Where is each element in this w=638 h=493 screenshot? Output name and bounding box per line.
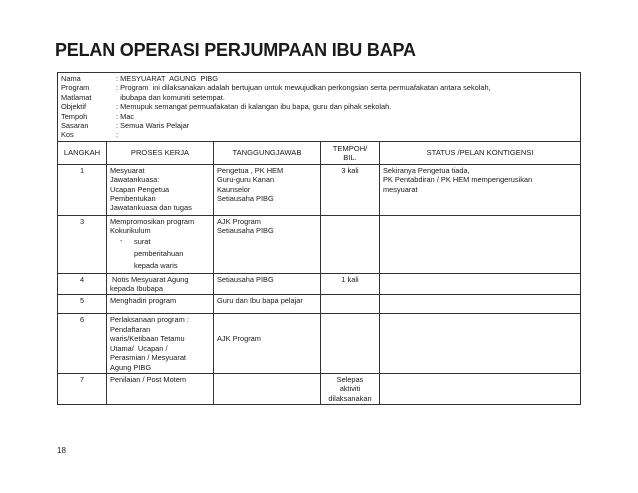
info-row-tempoh	[61, 112, 577, 121]
info-label: Kos	[61, 130, 74, 140]
tanggungjawab-line: AJK Program	[217, 216, 261, 226]
sub-item-line: pemberitahuan	[134, 248, 184, 258]
table-header-row	[58, 141, 581, 164]
proses-line: Agung PIBG	[110, 362, 152, 372]
cell-status	[380, 215, 581, 273]
table-row	[58, 215, 581, 273]
tempoh-line: 1 kali	[341, 274, 359, 284]
info-value-line: ibubapa dan komuniti setempat.	[116, 92, 225, 102]
proses-line: Kokurikulum	[110, 226, 151, 236]
proses-line: Perlaksanaan program :	[110, 315, 189, 325]
cell-proses-kerja	[107, 273, 214, 295]
cell-tempoh	[321, 295, 380, 314]
proses-line: Penilaian / Post Motem	[110, 374, 186, 384]
tanggungjawab-line: Pengetua , PK HEM	[217, 165, 284, 175]
tanggungjawab-line: AJK Program	[217, 334, 261, 344]
info-value-line: :	[116, 130, 119, 140]
info-value-line: : Program ini dilaksanakan adalah bertujuan untuk mewujudkan perkongsian serta permuafakatan antara sekolah,	[116, 83, 491, 93]
info-value	[114, 130, 577, 139]
info-value	[114, 121, 577, 130]
status-line: Sekiranya Pengetua tiada,	[383, 165, 470, 175]
header-langkah: LANGKAH	[58, 141, 107, 164]
table-row	[58, 314, 581, 373]
program-info-grid	[61, 74, 577, 140]
header-tempoh-line1: TEMPOH/	[332, 143, 368, 153]
cell-langkah: 4	[58, 273, 107, 295]
info-value	[114, 102, 577, 111]
info-label: Nama	[61, 74, 81, 83]
table-row	[58, 273, 581, 295]
cell-status	[380, 295, 581, 314]
proses-line: waris/Ketibaan Tetamu	[110, 334, 185, 344]
tempoh-line: Selepas	[336, 374, 364, 384]
proses-line: Utama/ Ucapan /	[110, 343, 168, 353]
cell-tempoh	[321, 164, 380, 215]
cell-proses-kerja	[107, 164, 214, 215]
cell-tanggungjawab	[214, 215, 321, 273]
status-line: mesyuarat	[383, 184, 418, 194]
proses-line: Mempromosikan program	[110, 216, 195, 226]
header-tempoh-line2: BIL.	[343, 152, 357, 162]
proses-line: Jawatankuasa dan tugas	[110, 203, 192, 213]
table-row	[58, 164, 581, 215]
tanggungjawab-line: Setiausaha PIBG	[217, 226, 274, 236]
cell-tanggungjawab	[214, 164, 321, 215]
cell-langkah: 7	[58, 373, 107, 404]
info-value-line: : Semua Waris Pelajar	[116, 121, 190, 131]
info-value-line: : Mac	[116, 111, 135, 121]
cell-tempoh	[321, 373, 380, 404]
proses-line: Menghadiri program	[110, 296, 177, 306]
info-row	[58, 73, 581, 142]
tanggungjawab-line	[217, 325, 317, 334]
operation-plan-table	[57, 72, 581, 405]
cell-tempoh	[321, 273, 380, 295]
proses-line: Mesyuarat	[110, 165, 145, 175]
header-status: STATUS /PELAN KONTIGENSI	[380, 141, 581, 164]
proses-sub-list	[110, 236, 210, 272]
tanggungjawab-line: Setiausaha PIBG	[217, 274, 274, 284]
header-proses-kerja: PROSES KERJA	[107, 141, 214, 164]
program-info	[58, 73, 581, 142]
document-title: PELAN OPERASI PERJUMPAAN IBU BAPA	[55, 40, 416, 60]
info-row-kos	[61, 130, 577, 139]
info-value	[114, 93, 577, 102]
info-value	[114, 83, 577, 92]
info-row-nama	[61, 74, 577, 83]
tempoh-line: aktiviti	[339, 384, 361, 394]
sub-item-line: surat	[134, 236, 151, 246]
cell-proses-kerja	[107, 373, 214, 404]
header-tanggungjawab: TANGGUNGJAWAB	[214, 141, 321, 164]
info-row-program	[61, 83, 577, 92]
table-row	[58, 373, 581, 404]
tanggungjawab-line: Kaunselor	[217, 184, 251, 194]
cell-langkah: 6	[58, 314, 107, 373]
info-label: Tempoh	[61, 111, 88, 121]
cell-tanggungjawab	[214, 295, 321, 314]
proses-line: Jawatankuasa:	[110, 175, 160, 185]
info-value-line: : Memupuk semangat permuafakatan di kalangan ibu bapa, guru dan pihak sekolah.	[116, 102, 392, 112]
info-label: Program	[61, 83, 90, 93]
cell-tanggungjawab	[214, 314, 321, 373]
cell-proses-kerja	[107, 215, 214, 273]
table-row	[58, 295, 581, 314]
header-tempoh	[321, 141, 380, 164]
tempoh-line: 3 kali	[341, 165, 359, 175]
cell-status	[380, 164, 581, 215]
cell-status	[380, 373, 581, 404]
info-row-matlamat	[61, 93, 577, 102]
tempoh-line: dilaksanakan	[328, 393, 372, 403]
cell-status	[380, 314, 581, 373]
cell-tanggungjawab	[214, 273, 321, 295]
info-label: Objektif	[61, 102, 87, 112]
info-row-objektif	[61, 102, 577, 111]
sub-item-dash: -	[120, 235, 123, 245]
info-value-line: : MESYUARAT AGUNG PIBG	[116, 74, 218, 83]
cell-proses-kerja	[107, 295, 214, 314]
proses-line: Perasmian / Mesyuarat	[110, 353, 186, 363]
page-number: 18	[57, 446, 66, 455]
cell-proses-kerja	[107, 314, 214, 373]
proses-line: Notis Mesyuarat Agung	[110, 274, 189, 284]
tanggungjawab-line: Guru-guru Kanan	[217, 175, 275, 185]
cell-tanggungjawab	[214, 373, 321, 404]
proses-line: Pendaftaran	[110, 324, 151, 334]
proses-sub-item	[120, 236, 210, 272]
proses-line: kepada Ibubapa	[110, 284, 164, 294]
info-value	[114, 74, 577, 83]
tanggungjawab-line	[217, 315, 317, 324]
cell-status	[380, 273, 581, 295]
cell-tempoh	[321, 314, 380, 373]
cell-langkah: 1	[58, 164, 107, 215]
info-label: Sasaran	[61, 121, 89, 131]
sub-item-line: kepada waris	[134, 260, 178, 270]
sub-item-text	[134, 236, 188, 272]
proses-line: Ucapan Pengetua	[110, 184, 170, 194]
proses-line: Pembentukan	[110, 194, 156, 204]
cell-langkah: 5	[58, 295, 107, 314]
info-row-sasaran	[61, 121, 577, 130]
plan-rows	[58, 164, 581, 404]
cell-tempoh	[321, 215, 380, 273]
tanggungjawab-line: Setiausaha PIBG	[217, 194, 274, 204]
cell-langkah: 3	[58, 215, 107, 273]
tanggungjawab-line: Guru dan Ibu bapa pelajar	[217, 296, 303, 306]
info-label: Matlamat	[61, 92, 92, 102]
status-line: PK Pentabdiran / PK HEM mempengerusikan	[383, 175, 533, 185]
info-value	[114, 112, 577, 121]
